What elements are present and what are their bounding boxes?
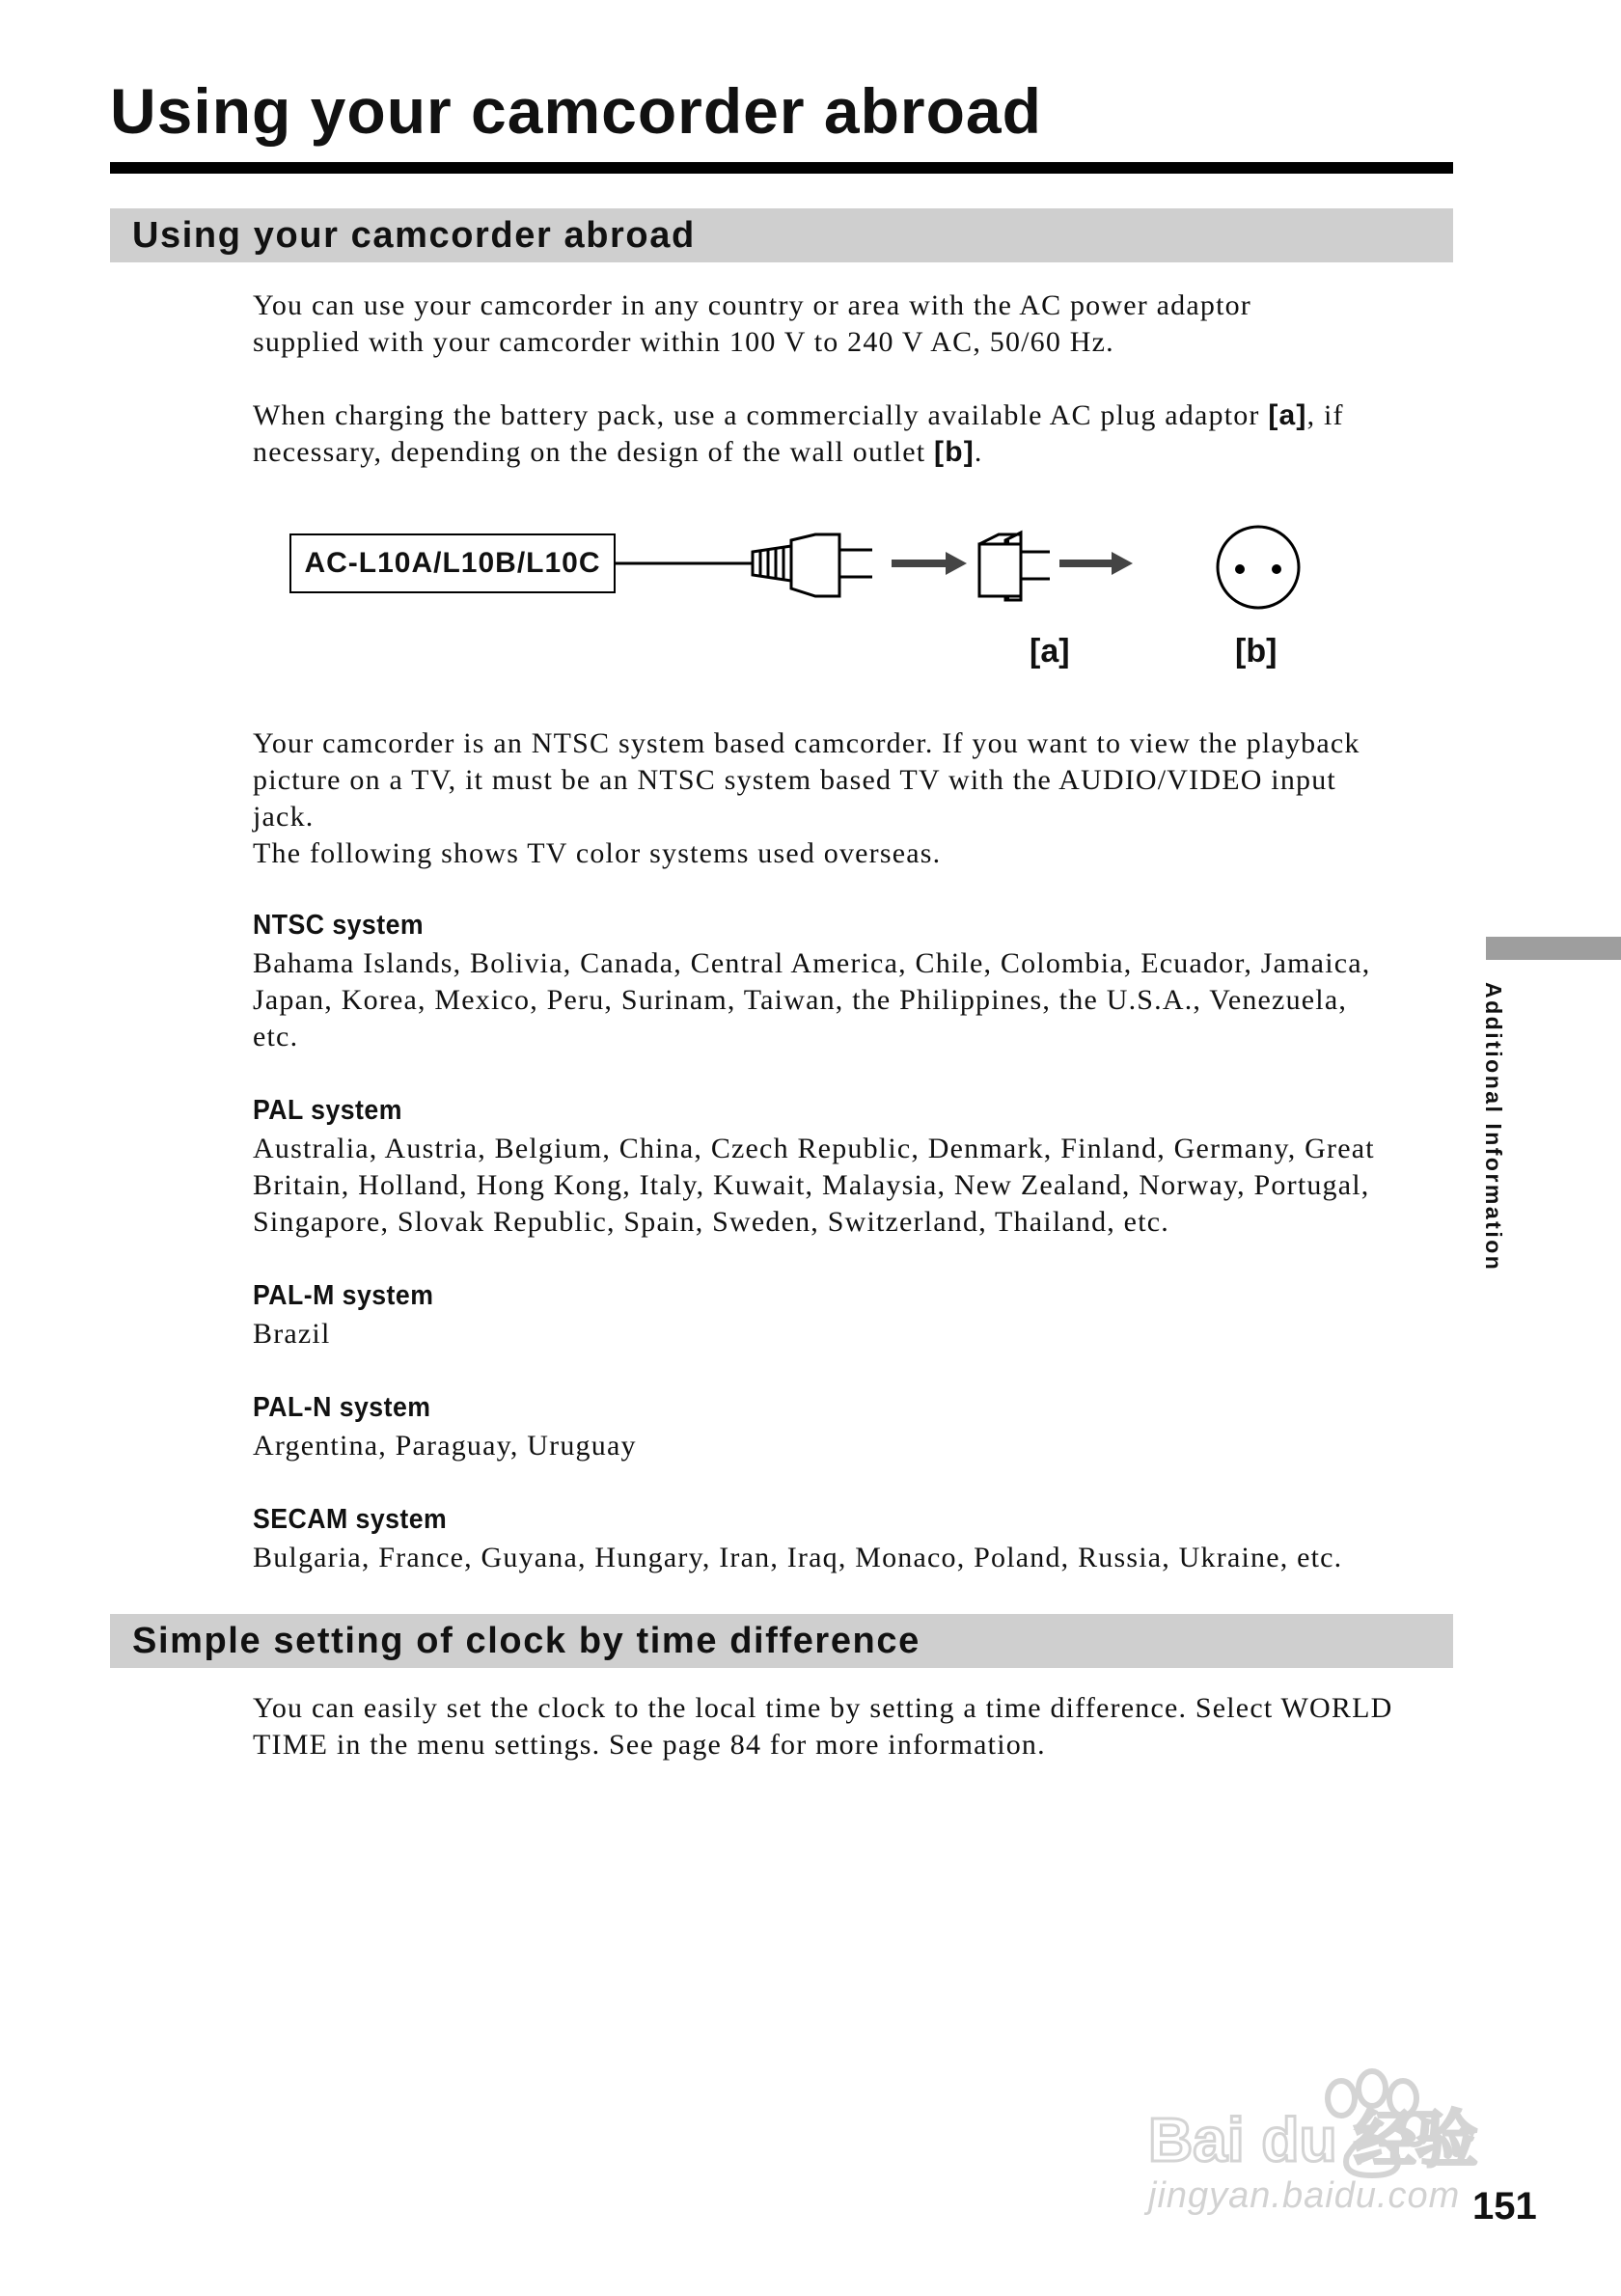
- text-line: You can easily set the clock to the local time by setting a time difference. Select WORLD: [253, 1692, 1393, 1724]
- reference-b: [b]: [934, 436, 975, 468]
- text-line: Argentina, Paraguay, Uruguay: [253, 1430, 637, 1462]
- watermark-url: jingyan.baidu.com: [1148, 2175, 1461, 2216]
- watermark-brand-text: Bai du 经验: [1148, 2105, 1478, 2174]
- text-line: picture on a TV, it must be an NTSC system based TV with the AUDIO/VIDEO input: [253, 764, 1336, 796]
- paragraph-ntsc-info: [253, 725, 1459, 872]
- paragraph-power-adaptor: [253, 287, 1459, 361]
- text-line: , if: [1306, 399, 1344, 431]
- system-heading-pal-n: PAL-N system: [253, 1392, 431, 1423]
- text-line: jack.: [253, 801, 315, 833]
- diagram-graphic: [280, 511, 1351, 685]
- callout-b: [b]: [1235, 633, 1278, 670]
- plug-adaptor-icon: [979, 533, 1050, 600]
- text-line: Bahama Islands, Bolivia, Canada, Central America, Chile, Colombia, Ecuador, Jamaica,: [253, 947, 1371, 979]
- page-number: 151: [1472, 2185, 1537, 2228]
- text-line: Australia, Austria, Belgium, China, Czech Republic, Denmark, Finland, Germany, Great: [253, 1133, 1375, 1164]
- country-list-ntsc: [253, 945, 1459, 1055]
- system-heading-pal: PAL system: [253, 1095, 402, 1126]
- text-line: Britain, Holland, Hong Kong, Italy, Kuwait, Malaysia, New Zealand, Norway, Portugal,: [253, 1169, 1370, 1201]
- text-line: Singapore, Slovak Republic, Spain, Sweden, Switzerland, Thailand, etc.: [253, 1206, 1169, 1238]
- title-rule: [110, 162, 1453, 174]
- section-heading-abroad: [110, 208, 1453, 262]
- text-line: When charging the battery pack, use a commercially available AC plug adaptor: [253, 399, 1269, 431]
- plug-adaptor-diagram: [280, 511, 1351, 685]
- text-line: etc.: [253, 1021, 299, 1052]
- text-line: TIME in the menu settings. See page 84 for more information.: [253, 1729, 1046, 1761]
- country-list-pal: [253, 1131, 1459, 1241]
- page-title: Using your camcorder abroad: [110, 75, 1042, 147]
- system-heading-secam: SECAM system: [253, 1504, 448, 1535]
- side-tab-label: Additional Information: [1481, 982, 1506, 1272]
- country-list-pal-m: [253, 1316, 1459, 1353]
- paragraph-world-time: [253, 1690, 1459, 1763]
- text-line: Brazil: [253, 1318, 331, 1350]
- system-heading-ntsc: NTSC system: [253, 910, 425, 941]
- paragraph-plug-adaptor: [253, 397, 1459, 471]
- text-line: necessary, depending on the design of the wall outlet: [253, 436, 935, 468]
- wall-outlet-icon: [1218, 527, 1299, 608]
- section-heading-label: Simple setting of clock by time difference: [132, 1621, 920, 1661]
- country-list-secam: [253, 1540, 1459, 1576]
- text-line: Your camcorder is an NTSC system based camcorder. If you want to view the playback: [253, 727, 1360, 759]
- system-heading-pal-m: PAL-M system: [253, 1280, 434, 1311]
- ac-adaptor-model-label: AC-L10A/L10B/L10C: [289, 533, 616, 593]
- arrow-right-icon: [892, 552, 967, 575]
- country-list-pal-n: [253, 1428, 1459, 1464]
- text-line: Japan, Korea, Mexico, Peru, Surinam, Taiwan, the Philippines, the U.S.A., Venezuela,: [253, 984, 1348, 1016]
- section-heading-label: Using your camcorder abroad: [132, 215, 696, 256]
- text-line: The following shows TV color systems used overseas.: [253, 837, 942, 869]
- callout-a: [a]: [1030, 633, 1070, 670]
- side-tab-marker: [1486, 937, 1621, 960]
- reference-a: [a]: [1268, 399, 1307, 431]
- arrow-right-icon: [1059, 552, 1133, 575]
- text-line: Bulgaria, France, Guyana, Hungary, Iran, Iraq, Monaco, Poland, Russia, Ukraine, etc.: [253, 1542, 1343, 1573]
- ac-plug-icon: [753, 534, 872, 596]
- text-line: supplied with your camcorder within 100 V to 240 V AC, 50/60 Hz.: [253, 326, 1114, 358]
- section-heading-clock: [110, 1614, 1453, 1668]
- text-line: You can use your camcorder in any country or area with the AC power adaptor: [253, 289, 1251, 321]
- text-line: .: [974, 436, 983, 468]
